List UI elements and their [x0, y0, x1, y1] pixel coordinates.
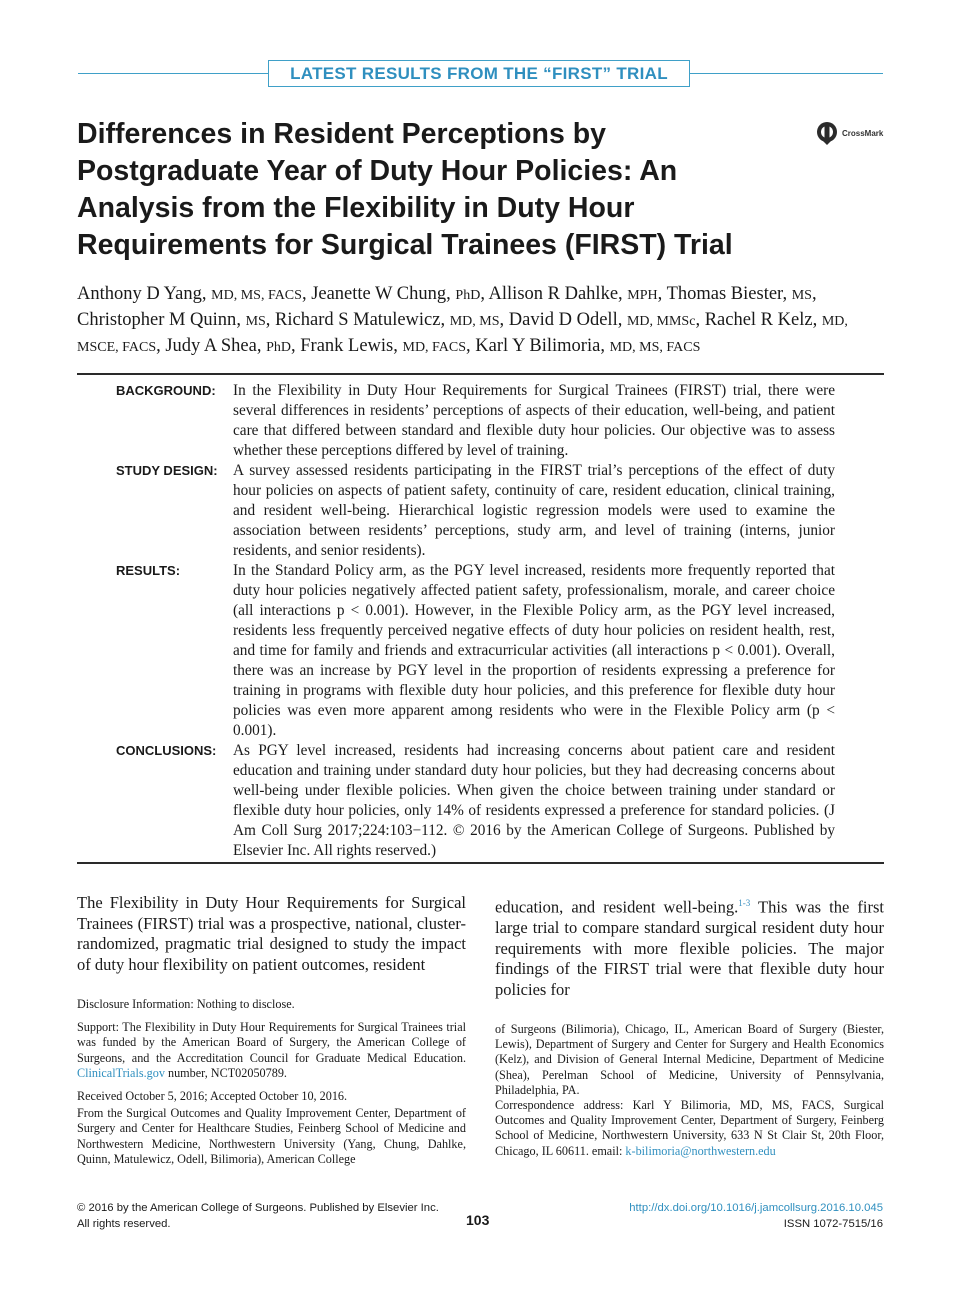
author-degree: MS [791, 288, 812, 303]
page-number: 103 [466, 1212, 490, 1228]
abstract-label: RESULTS: [116, 563, 181, 578]
banner-text: LATEST RESULTS FROM THE “FIRST” TRIAL [290, 63, 668, 83]
author-degree: PhD [266, 340, 291, 355]
abstract-text: In the Flexibility in Duty Hour Requirements for Surgical Trainees (FIRST) trial, there were several differences in residents’ perceptions of aspects of their education, well-being, and patient care that differed between standard and flexible duty hour policies. Our objective was to assess whether these perceptions differed by level of training. [233, 382, 835, 459]
issn-text: ISSN 1072-7515/16 [783, 1218, 883, 1230]
abstract-conclusions [77, 741, 885, 861]
abstract-label: CONCLUSIONS: [116, 743, 217, 758]
support-note [77, 1020, 466, 1081]
author-name: Allison R Dahlke [488, 284, 619, 304]
intro-text-cont: This was the first large trial to compare standard surgical resident duty hour requirements with more flexible policies. The major findings of the FIRST trial were that flexible duty hour policies for [495, 897, 884, 999]
body-column-left [77, 893, 466, 1167]
support-text: Support: The Flexibility in Duty Hour Requirements for Surgical Trainees trial was funded by the American Board of Surgery, the American College of Surgeons, and the Accreditation Council for Graduate Medical Education. [77, 1020, 466, 1065]
author-degree: MD, MSCE, FACS [77, 314, 848, 355]
clinicaltrials-link[interactable]: ClinicalTrials.gov [77, 1065, 165, 1080]
abstract-study-design [77, 461, 885, 561]
author-name: Christopher M Quinn [77, 310, 237, 330]
intro-text: education, and resident well-being. [495, 897, 739, 917]
affiliation-note-cont: of Surgeons (Bilimoria), Chicago, IL, American Board of Surgery (Biester, Lewis), Department of Surgery and Center for Surgery and Health Economics (Kelz), and Division of General Internal Medicine, Department of Medicine (Shea), Perelman School of Medicine, University of Pennsylvania, Philadelphia, PA. [495, 1022, 884, 1097]
abstract-top-rule [77, 373, 884, 375]
body-column-right [495, 893, 884, 1159]
received-note: Received October 5, 2016; Accepted October 10, 2016. [77, 1089, 348, 1104]
author-degree: MD, FACS [402, 340, 467, 355]
author-name: Richard S Matulewicz [275, 310, 441, 330]
doi-link[interactable]: http://dx.doi.org/10.1016/j.jamcollsurg.2016.10.045 [629, 1202, 883, 1214]
abstract-label: BACKGROUND: [116, 383, 216, 398]
author-name: Judy A Shea [165, 336, 257, 356]
abstract-background [77, 381, 885, 461]
author-name: Thomas Biester [666, 284, 783, 304]
author-name: Anthony D Yang [77, 284, 202, 304]
structured-abstract [77, 381, 885, 861]
abstract-label: STUDY DESIGN: [116, 463, 218, 478]
author-name: Frank Lewis [300, 336, 394, 356]
correspondence-note [495, 1098, 884, 1159]
author-degree: MPH [627, 288, 658, 303]
abstract-text: In the Standard Policy arm, as the PGY level increased, residents more frequently reported that duty hour policies negatively affected patient safety, professionalism, morale, and career choice (all interactions p < 0.001). However, in the Flexible Policy arm, as the PGY level increased, residents less frequently perceived negative effects of duty hour policies on resident health, rest, and time for family and friends and extracurricular activities (all interactions p < 0.001). Overall, there was an increase by PGY level in the proportion of residents expressing a preference for training in programs with flexible duty hour policies, and this preference for flexible duty hour policies was even more apparent among residents who were in the Flexible Policy arm (p < 0.001). [233, 562, 835, 739]
abstract-bottom-rule [77, 862, 884, 864]
abstract-text: As PGY level increased, residents had increasing concerns about patient care and resident education and training under standard duty hour policies, but they had decreasing concerns about well-being under flexible policies. When given the choice between training under standard or flexible duty hour policies, only 14% of residents expressed a preference for standard policies. (J Am Coll Surg 2017;224:103−112. © 2016 by the American College of Surgeons. Published by Elsevier Inc. All rights reserved.) [233, 742, 835, 859]
section-banner [268, 60, 690, 87]
correspondence-text: Correspondence address: Karl Y Bilimoria, MD, MS, FACS, Surgical Outcomes and Quality Improvement Center, Department of Surgery, Feinberg School of Medicine, Northwestern University, 633 N St Clair St, 20th Floor, Chicago, IL 60611. email: [495, 1098, 884, 1158]
crossmark-label: CrossMark [842, 128, 884, 138]
author-name: David D Odell [508, 310, 618, 330]
author-name: Rachel R Kelz [704, 310, 813, 330]
author-degree: MS [245, 314, 266, 329]
intro-paragraph-cont [495, 893, 884, 1000]
author-degree: PhD [455, 288, 481, 303]
crossmark-badge[interactable] [816, 120, 883, 146]
affiliation-note: From the Surgical Outcomes and Quality Improvement Center, Department of Surgery and Center for Healthcare Studies, Feinberg School of Medicine and Northwestern Medicine, Northwestern University (Yang, Chung, Dahlke, Quinn, Matulewicz, Odell, Bilimoria), American College [77, 1106, 466, 1166]
banner-rule-left [78, 73, 268, 74]
intro-paragraph: The Flexibility in Duty Hour Requirements for Surgical Trainees (FIRST) trial was a prospective, national, cluster-randomized, pragmatic trial designed to study the impact of duty hour flexibility on patient outcomes, resident [77, 893, 466, 974]
copyright-text: © 2016 by the American College of Surgeons. Published by Elsevier Inc. [77, 1202, 439, 1214]
footer-copyright [77, 1200, 439, 1232]
abstract-results [77, 561, 885, 741]
reference-link[interactable]: 1-3 [738, 898, 751, 908]
author-degree: MD, MS, FACS [211, 288, 302, 303]
author-name: Karl Y Bilimoria [475, 336, 601, 356]
banner-rule-right [690, 73, 883, 74]
author-degree: MD, MMSc [626, 314, 696, 329]
disclosure-note: Disclosure Information: Nothing to disclose. [77, 997, 295, 1011]
email-link[interactable]: k-bilimoria@northwestern.edu [625, 1143, 776, 1158]
footer-identifiers [560, 1200, 883, 1232]
article-title: Differences in Resident Perceptions by Postgraduate Year of Duty Hour Policies: An Analysis from the Flexibility in Duty Hour Requirements for Surgical Trainees (FIRST) Trial [77, 118, 733, 261]
rights-text: All rights reserved. [77, 1218, 171, 1230]
abstract-text: A survey assessed residents participating in the FIRST trial’s perceptions of the effect of duty hour policies on aspects of patient safety, continuity of care, resident education, clinical training, and resident well-being. Hierarchical logistic regression models were used to examine the association between residents’ perceptions, study arm, and level of training (interns, junior residents, and senior residents). [233, 462, 835, 559]
author-list: Anthony D Yang, MD, MS, FACS, Jeanette W Chung, PhD, Allison R Dahlke, MPH, Thomas Biester, MS, Christopher M Quinn, MS, Richard S Matulewicz, MD, MS, David D Odell, MD, MMSc, Rachel R Kelz, MD, MSCE, FACS, Judy A Shea, PhD, Frank Lewis, MD, FACS, Karl Y Bilimoria, MD, MS, FACS [77, 284, 848, 356]
crossmark-icon [816, 120, 838, 146]
author-name: Jeanette W Chung [311, 284, 447, 304]
support-number: number, NCT02050789. [164, 1065, 287, 1080]
author-degree: MD, MS, FACS [609, 340, 701, 355]
author-degree: MD, MS [449, 314, 500, 329]
